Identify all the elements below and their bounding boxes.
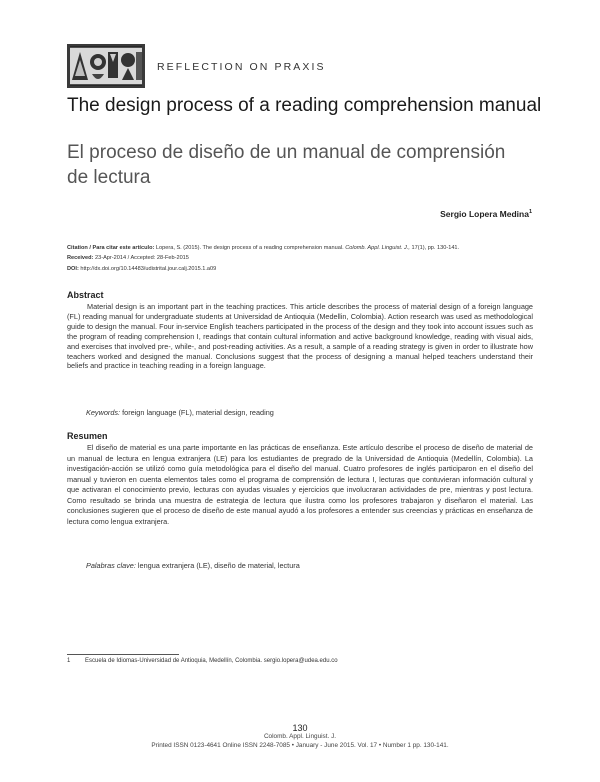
section-label: REFLECTION ON PRAXIS <box>157 61 326 73</box>
received-text: 23-Apr-2014 / Accepted: 28-Feb-2015 <box>93 255 189 262</box>
article-title-spanish: El proceso de diseño de un manual de comprensión de lectura <box>67 142 506 188</box>
keywords-label: Keywords: <box>86 408 121 417</box>
issn-line: Printed ISSN 0123-4641 Online ISSN 2248-7085 • January - June 2015. Vol. 17 • Number 1 pp. 130-141. <box>151 742 449 749</box>
received-line <box>67 253 537 263</box>
author-name-text: Sergio Lopera Medina <box>440 209 529 219</box>
citation-label: Citation / Para citar este artículo: <box>67 245 155 251</box>
citation-journal: Colomb. Appl. Linguist. J., <box>345 245 410 251</box>
abstract-body: Material design is an important part in the teaching practices. This article describes the process of material design of a foreign language (FL) reading manual for undergraduate students at Universidad de Antioquia (Medellin, Colombia). Action research was used as methodological guide to design the manual. Four in-service English teachers participated in the process of the design and they took into account issues such as the program of reading comprehension I, readings that contain cultural information and active background knowledge, reading with visual aids, and exercises that involved pre-, while-, and post-reading activities. As a result, a sample of a reading strategy is given in order to illustrate how teachers worked and designed the manual. Conclusions suggest that the process of designing a manual helped teachers understand their beliefs and practice in teaching reading in a foreign language. <box>67 302 533 371</box>
footnote <box>67 658 338 664</box>
resumen-heading: Resumen <box>67 431 108 441</box>
footnote-text: Escuela de Idiomas-Universidad de Antioquia, Medellín, Colombia. sergio.lopera@udea.edu.co <box>85 658 338 664</box>
footnote-divider <box>67 654 179 655</box>
palabras-clave-text: lengua extranjera (LE), diseño de material, lectura <box>135 561 300 570</box>
journal-logo-icon <box>66 40 146 90</box>
received-label: Received: <box>67 255 94 262</box>
citation-metadata <box>67 243 537 274</box>
palabras-clave-label: Palabras clave: <box>86 561 136 570</box>
article-title-english: The design process of a reading comprehension manual <box>67 95 542 116</box>
abstract-keywords <box>86 408 274 417</box>
doi-label: DOI: <box>67 265 79 272</box>
keywords-text: foreign language (FL), material design, reading <box>120 408 274 417</box>
citation-line <box>67 243 537 253</box>
citation-text: Lopera, S. (2015). The design process of a reading comprehension manual. <box>154 245 346 251</box>
doi-link[interactable]: http://dx.doi.org/10.14483/udistrital.jour.calj.2015.1.a09 <box>78 265 217 272</box>
resumen-body: El diseño de material es una parte importante en las prácticas de enseñanza. Este artículo describe el proceso de diseño de material de un manual de lectura en lengua extranjera (LE) para los estudiantes de pregrado de la Universidad de Antioquia (Medellín, Colombia). La investigación-acción se utilizó como guía metodológica para el diseño del manual. Cuatro profesores de inglés participaron en el diseño del manual y tuvieron en cuenta elementos tales como el programa de comprensión de lectura I, lecturas que contuvieran información cultural y que activaran el conocimiento previo, lecturas con ayudas visuales y ejercicios que involucraran actividades de pre, mientras y post lectura. Como resultado se brinda una muestra de estrategia de lectura que ilustra como los profesores trabajaron y diseñaron el material. Las conclusiones sugieren que el proceso de diseño de este manual ayudó a los profesores a entender sus creencias y prácticas en enseñanza de lectura como lengua extranjera. <box>67 443 533 526</box>
journal-name: Colomb. Appl. Linguist. J. <box>263 733 337 740</box>
resumen-keywords <box>86 561 300 570</box>
author-footnote-mark: 1 <box>528 209 532 216</box>
page-number: 130 <box>292 723 308 733</box>
footnote-number: 1 <box>67 658 71 664</box>
abstract-heading: Abstract <box>67 290 104 300</box>
author-name <box>440 209 532 219</box>
citation-tail: 17(1), pp. 130-141. <box>409 245 460 251</box>
doi-line <box>67 264 537 274</box>
